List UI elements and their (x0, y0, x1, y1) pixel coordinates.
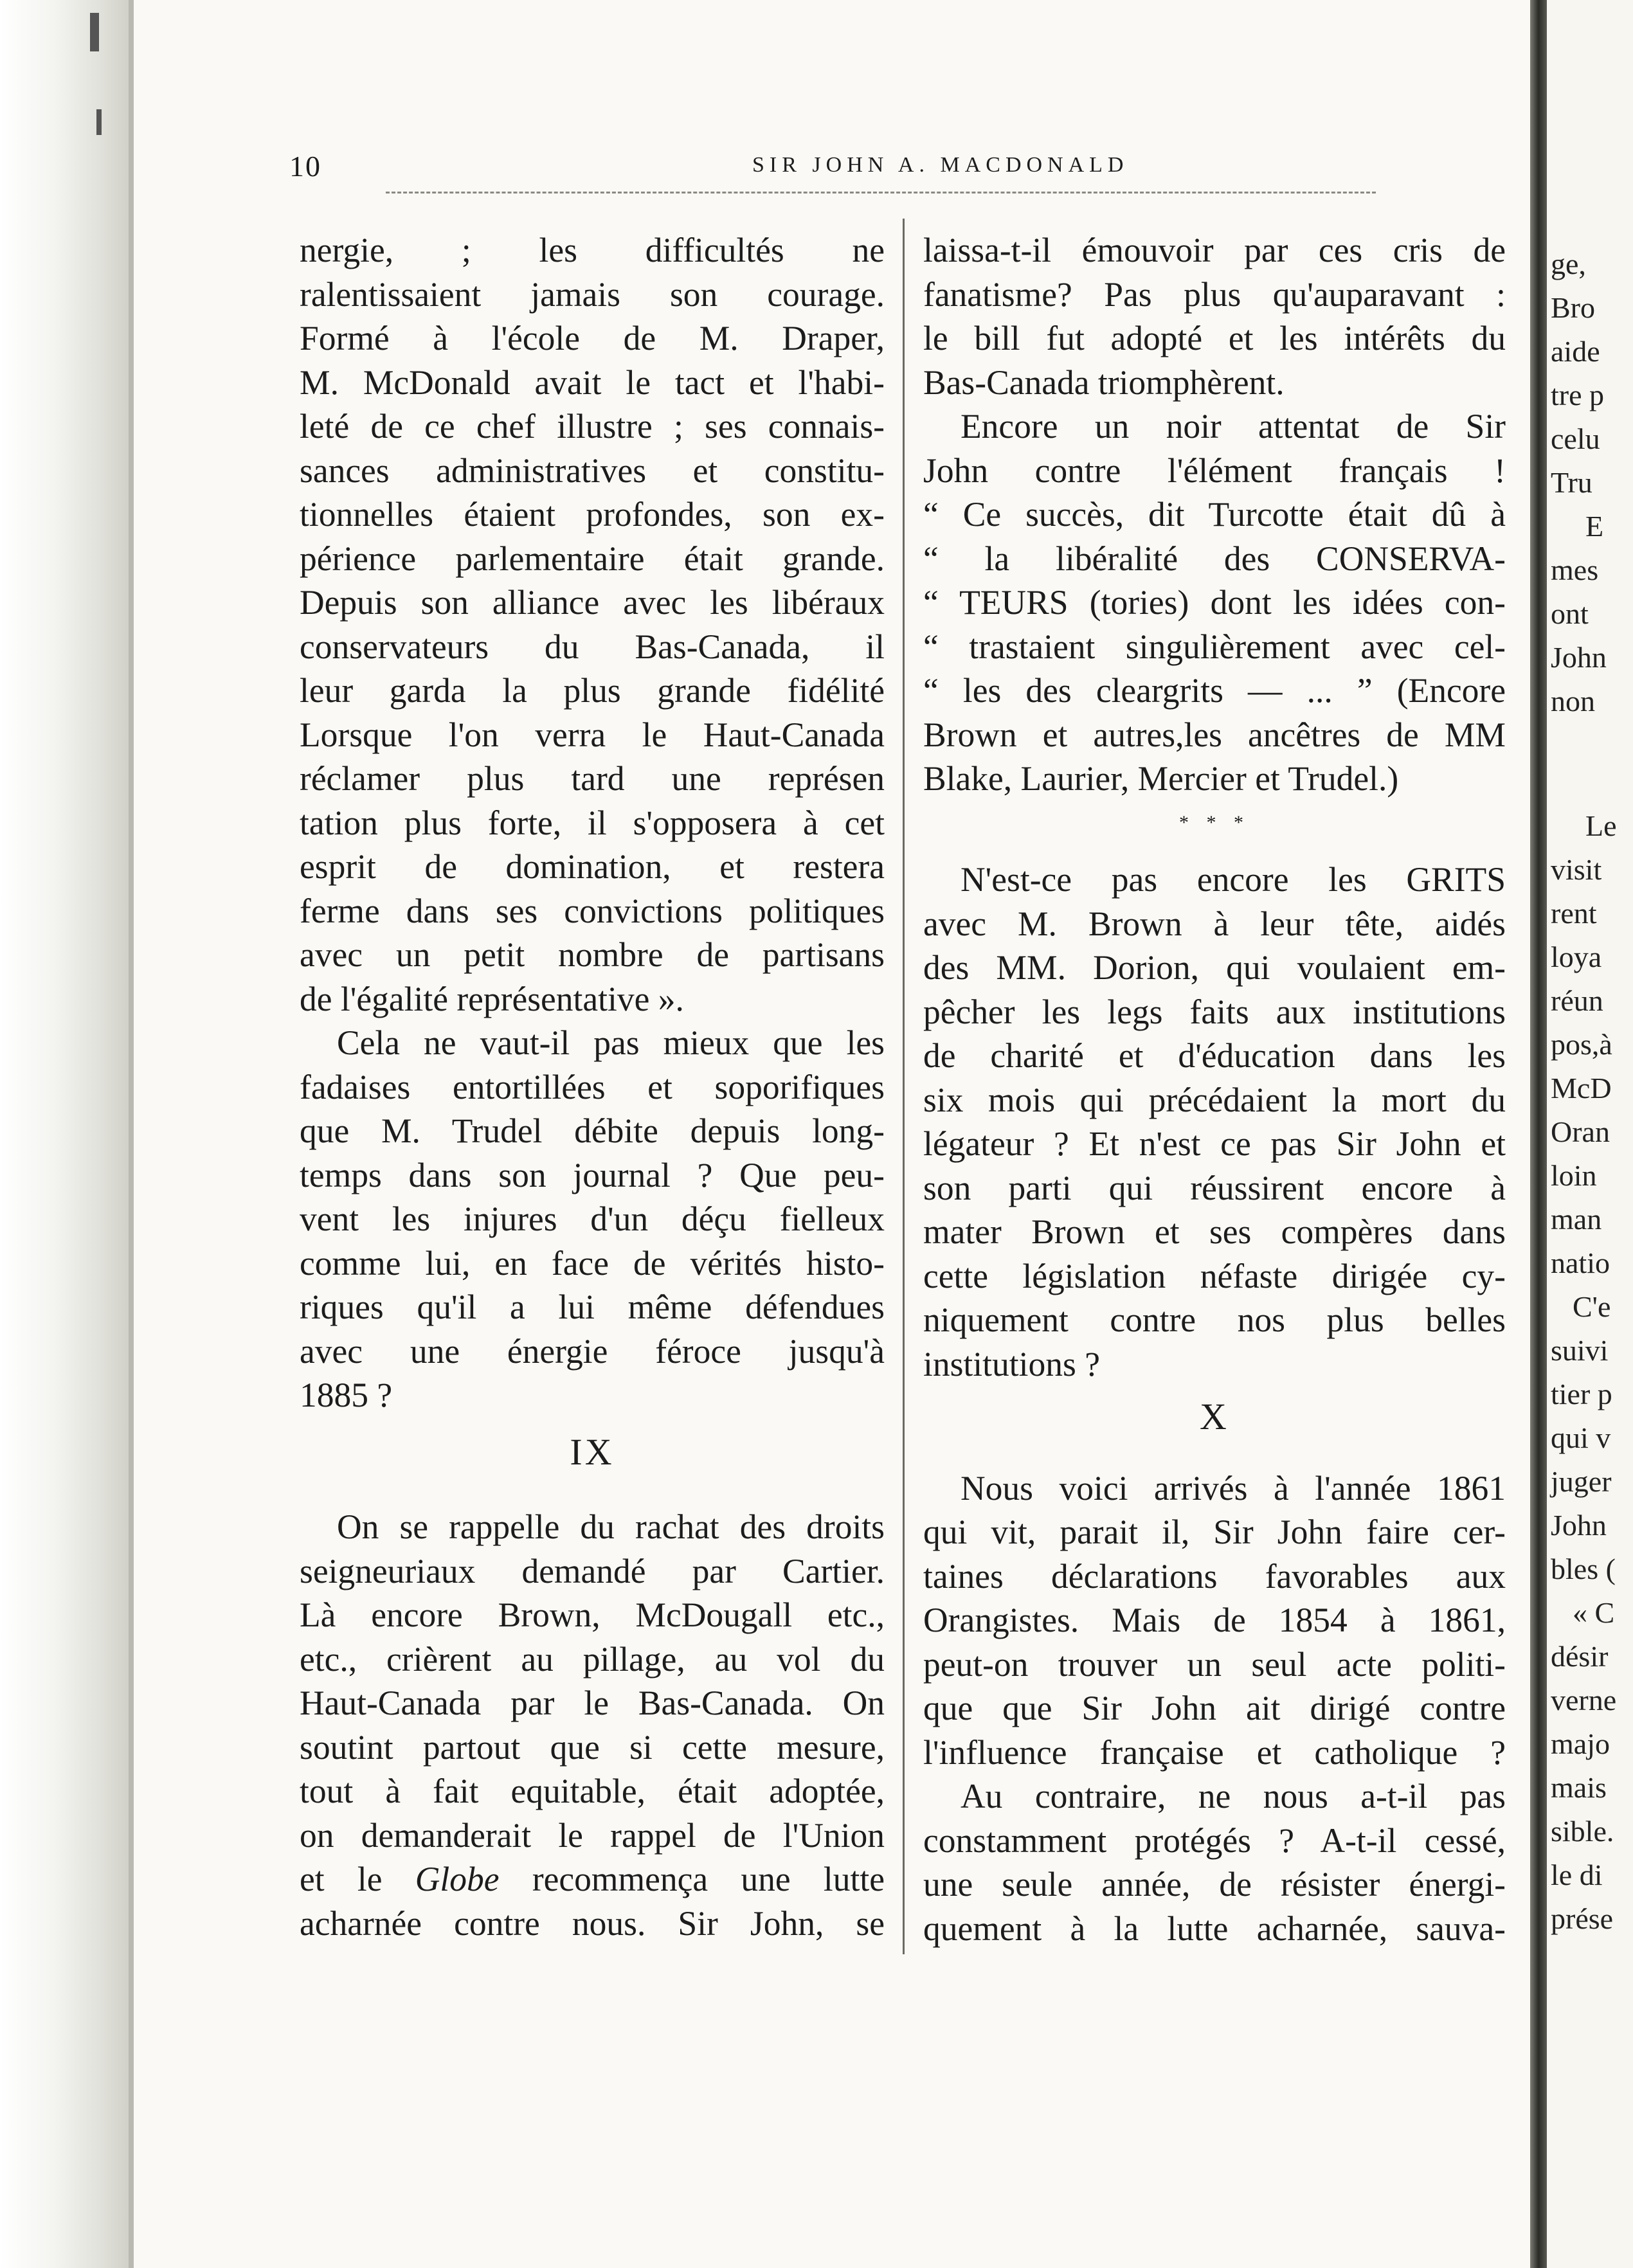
text-line: Formé à l'école de M. Draper, (300, 319, 885, 357)
column-divider (903, 219, 905, 1954)
next-page-fragment: Le (1585, 809, 1617, 842)
section-heading: IX (570, 1430, 615, 1473)
next-page-fragment: « C (1573, 1596, 1615, 1629)
text-line: avec M. Brown à leur tête, aidés (923, 904, 1506, 943)
text-line: niquement contre nos plus belles (923, 1300, 1506, 1339)
text-line: ferme dans ses convictions politiques (300, 891, 885, 930)
text-line: quement à la lutte acharnée, sauva- (923, 1909, 1506, 1948)
next-page-fragment: visit (1551, 853, 1602, 886)
right-column (923, 228, 1506, 1950)
text-line: tout à fait equitable, était adoptée, (300, 1772, 885, 1810)
text-line: que M. Trudel débite depuis long- (300, 1112, 885, 1150)
text-line: vent les injures d'un déçu fielleux (300, 1200, 885, 1238)
next-page-fragment: aide (1551, 335, 1600, 368)
section-gap (923, 1439, 1506, 1466)
text-line: avec une énergie féroce jusqu'à (300, 1331, 885, 1371)
text-line: 1885 ? (300, 1376, 393, 1414)
text-line: Haut-Canada par le Bas-Canada. On (300, 1684, 885, 1722)
section-separator-stars: * * * (1179, 811, 1250, 833)
text-line: leur garda la plus grande fidélité (300, 671, 885, 710)
next-page-fragment: E (1585, 510, 1604, 543)
text-line: leté de ce chef illustre ; ses connais- (300, 407, 885, 446)
text-line: Bas-Canada triomphèrent. (923, 363, 1285, 402)
text-fragment: recommença une lutte (532, 1860, 885, 1898)
text-line: “ trastaient singulièrement avec cel- (923, 627, 1506, 666)
next-page-fragment: bles ( (1551, 1553, 1616, 1585)
left-column (300, 228, 885, 1945)
text-line: “ la libéralité des CONSERVA- (923, 539, 1506, 578)
text-line: périence parlementaire était grande. (300, 539, 885, 578)
next-page-fragment: C'e (1573, 1290, 1611, 1323)
next-page-fragment: désir (1551, 1640, 1609, 1673)
page-header (289, 149, 1344, 188)
text-line: Là encore Brown, McDougall etc., (300, 1596, 885, 1634)
running-title: SIR JOHN A. MACDONALD (752, 153, 1129, 177)
text-line: Au contraire, ne nous a-t-il pas (961, 1777, 1506, 1815)
text-line: Encore un noir attentat de Sir (961, 407, 1506, 446)
next-page-fragment: le di (1551, 1859, 1603, 1891)
binding-mark (90, 13, 99, 51)
text-line: Depuis son alliance avec les libéraux (300, 583, 885, 622)
text-line: de l'égalité représentative ». (300, 979, 684, 1018)
text-line: On se rappelle du rachat des droits (337, 1508, 885, 1546)
text-line (300, 1857, 885, 1902)
text-line: fadaises entortillées et soporifiques (300, 1067, 885, 1106)
next-page-fragment: Tru (1551, 466, 1592, 499)
section-heading: X (1200, 1396, 1229, 1437)
next-page-fragment: mais (1551, 1771, 1607, 1804)
text-line: esprit de domination, et restera (300, 847, 885, 886)
text-line: constamment protégés ? A-t-il cessé, (923, 1821, 1506, 1860)
text-line: peut-on trouver un seul acte politi- (923, 1644, 1506, 1684)
next-page-fragment: tier p (1551, 1378, 1612, 1410)
next-page-fragment: John (1551, 1509, 1607, 1542)
next-page-fragment: qui v (1551, 1421, 1611, 1454)
next-page-fragment: celu (1551, 422, 1600, 455)
section-gap (923, 845, 1506, 858)
text-line: de charité et d'éducation dans les (923, 1036, 1506, 1075)
next-page-fragment: majo (1551, 1727, 1610, 1760)
text-fragment: et le (300, 1860, 383, 1898)
next-page-fragment: prése (1551, 1902, 1614, 1935)
text-line: temps dans son journal ? Que peu- (300, 1155, 885, 1194)
next-page-fragment: Oran (1551, 1115, 1610, 1148)
next-page-fragment: réun (1551, 984, 1603, 1017)
next-page-fragment: loin (1551, 1159, 1597, 1192)
header-rule (386, 192, 1376, 194)
next-page-fragment: sible. (1551, 1815, 1614, 1848)
next-page-edge (1547, 0, 1633, 2268)
text-line: que que Sir John ait dirigé contre (923, 1689, 1506, 1727)
next-page-fragment: McD (1551, 1072, 1612, 1104)
text-line: on demanderait le rappel de l'Union (300, 1815, 885, 1855)
text-line: “ TEURS (tories) dont les idées con- (923, 583, 1506, 622)
text-line: “ les des cleargrits — ... ” (Encore (923, 671, 1506, 710)
text-line: John contre l'élément français ! (923, 451, 1506, 490)
next-page-fragment: rent (1551, 897, 1597, 930)
text-line: soutint partout que si cette mesure, (300, 1727, 885, 1767)
text-line: laissa-t-il émouvoir par ces cris de (923, 231, 1506, 269)
next-page-fragment: non (1551, 685, 1595, 717)
text-line: Lorsque l'on verra le Haut-Canada (300, 715, 885, 754)
text-line: institutions ? (923, 1344, 1100, 1383)
text-line: seigneuriaux demandé par Cartier. (300, 1551, 885, 1590)
next-page-fragment: loya (1551, 941, 1602, 973)
next-page-fragment: pos,à (1551, 1028, 1612, 1061)
text-line: son parti qui réussirent encore à (923, 1168, 1506, 1207)
next-page-fragment: tre p (1551, 379, 1605, 411)
text-line: six mois qui précédaient la mort du (923, 1080, 1506, 1119)
scan-left-margin (0, 0, 132, 2268)
text-line: mater Brown et ses compères dans (923, 1212, 1506, 1251)
text-line: le bill fut adopté et les intérêts du (923, 319, 1506, 357)
section-gap (300, 1474, 885, 1505)
text-line: N'est-ce pas encore les GRITS (961, 860, 1506, 899)
text-line: comme lui, en face de vérités histo- (300, 1243, 885, 1282)
next-page-fragment: ge, (1551, 248, 1586, 280)
text-line: ralentissaient jamais son courage. (300, 274, 885, 314)
text-line: une seule année, de résister énergi- (923, 1865, 1506, 1904)
text-line: pêcher les legs faits aux institutions (923, 992, 1506, 1031)
text-line: acharnée contre nous. Sir John, se (300, 1904, 885, 1943)
next-page-fragment: man (1551, 1203, 1602, 1236)
next-page-fragment: John (1551, 641, 1607, 674)
next-page-fragment: mes (1551, 554, 1599, 586)
text-line: des MM. Dorion, qui voulaient em- (923, 948, 1506, 987)
text-line: qui vit, parait il, Sir John faire cer- (923, 1513, 1506, 1551)
page-left-edge (129, 0, 134, 2268)
text-line: “ Ce succès, dit Turcotte était dû à (923, 495, 1506, 534)
text-line: nergie, ; les difficultés ne (300, 231, 885, 269)
next-page-fragment: verne (1551, 1684, 1617, 1716)
text-line: l'influence française et catholique ? (923, 1733, 1506, 1772)
text-line: cette législation néfaste dirigée cy- (923, 1256, 1506, 1295)
text-line: etc., crièrent au pillage, au vol du (300, 1639, 885, 1679)
page-gutter (1530, 0, 1547, 2268)
text-line: taines déclarations favorables aux (923, 1556, 1506, 1596)
text-line: Nous voici arrivés à l'année 1861 (961, 1468, 1506, 1508)
text-line: Cela ne vaut-il pas mieux que les (337, 1023, 885, 1062)
text-line: fanatisme? Pas plus qu'auparavant : (923, 274, 1506, 314)
text-line: tionnelles étaient profondes, son ex- (300, 495, 885, 534)
text-line: légateur ? Et n'est ce pas Sir John et (923, 1124, 1506, 1163)
next-page-fragment: suivi (1551, 1334, 1609, 1367)
text-line: réclamer plus tard une représen (300, 759, 885, 798)
text-line: M. McDonald avait le tact et l'habi- (300, 363, 885, 402)
binding-mark (96, 109, 102, 135)
text-line: Orangistes. Mais de 1854 à 1861, (923, 1601, 1506, 1639)
next-page-fragment: Bro (1551, 291, 1595, 324)
next-page-fragment: juger (1551, 1465, 1612, 1498)
text-line: Blake, Laurier, Mercier et Trudel.) (923, 759, 1399, 798)
text-line: conservateurs du Bas-Canada, il (300, 627, 885, 666)
text-line: avec un petit nombre de partisans (300, 935, 885, 974)
text-line: riques qu'il a lui même défendues (300, 1288, 885, 1326)
text-line: tation plus forte, il s'opposera à cet (300, 803, 885, 842)
newspaper-title: Globe (415, 1860, 500, 1898)
next-page-fragment: ont (1551, 597, 1589, 630)
text-line: sances administratives et constitu- (300, 451, 885, 490)
text-line: Brown et autres,les ancêtres de MM (923, 715, 1506, 754)
next-page-fragment: natio (1551, 1246, 1610, 1279)
page-number: 10 (289, 150, 321, 183)
